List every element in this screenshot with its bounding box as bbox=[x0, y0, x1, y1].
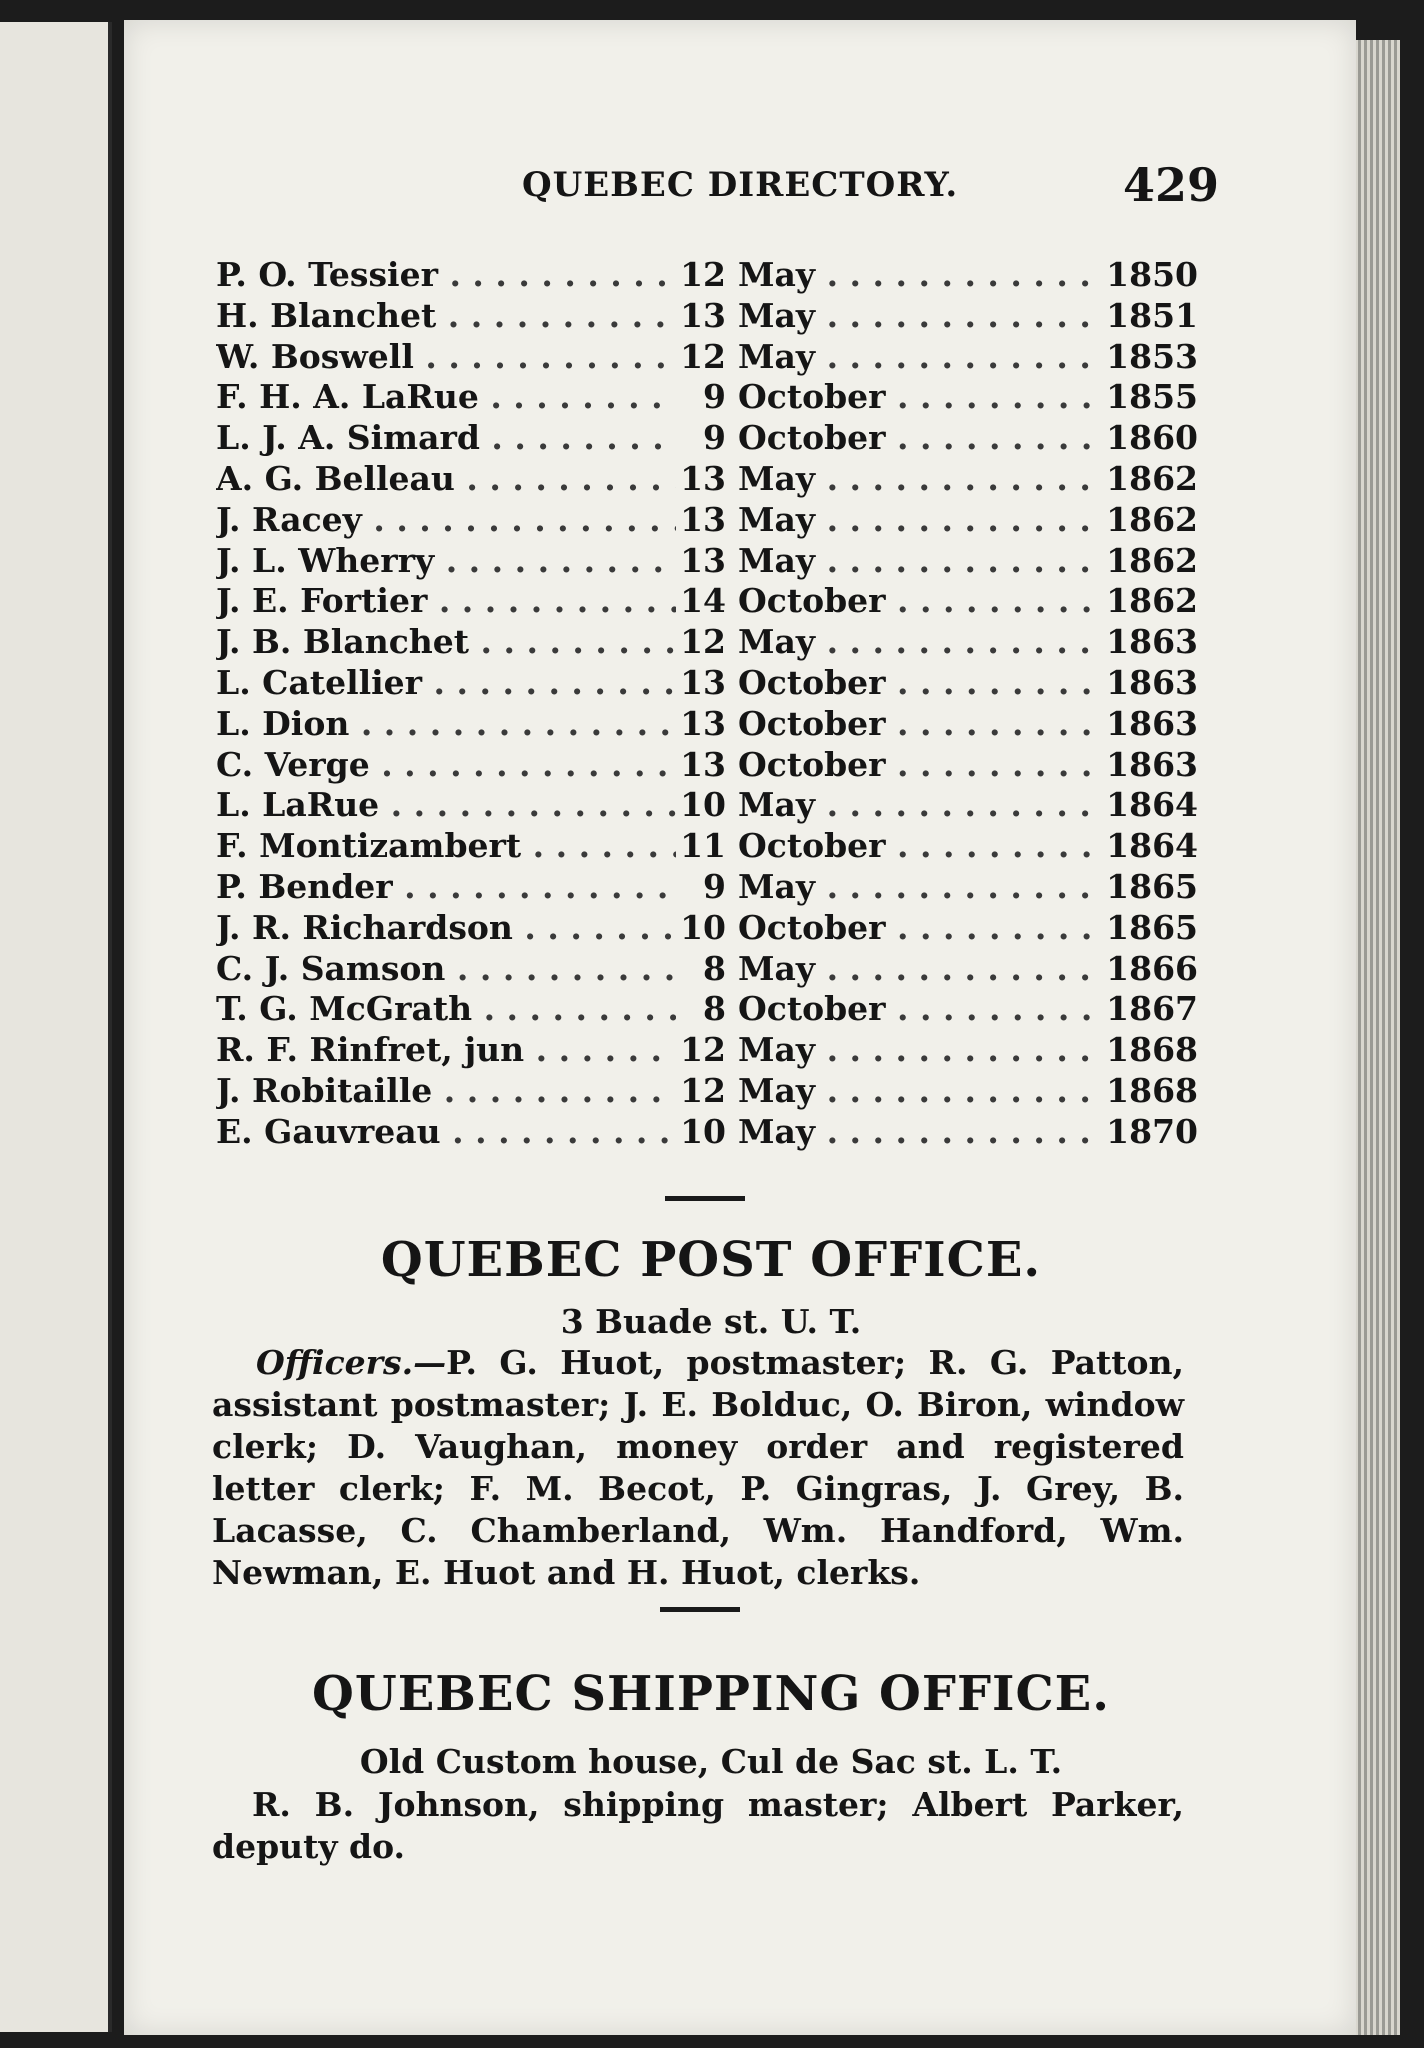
list-item bbox=[216, 541, 1206, 582]
page-header bbox=[397, 150, 1219, 220]
entry-year: 1853 bbox=[1106, 336, 1198, 376]
entry-day: 8 bbox=[703, 989, 726, 1029]
entry-year: 1867 bbox=[1106, 989, 1198, 1029]
entry-month: October . . . bbox=[738, 908, 1098, 947]
entry-year: 1850 bbox=[1106, 255, 1198, 294]
shipping-office-paragraph bbox=[212, 1784, 1184, 1868]
entry-year: 1866 bbox=[1106, 948, 1198, 988]
entry-month: October . . . bbox=[738, 826, 1098, 865]
page-number: 429 bbox=[1122, 158, 1219, 212]
entry-month: October . . . bbox=[738, 989, 1098, 1028]
entry-name: F. H. A. LaRue . . . bbox=[216, 377, 676, 416]
entry-year: 1863 bbox=[1106, 744, 1198, 784]
entry-month: May . . . bbox=[738, 1071, 1098, 1110]
entry-month: May . . . bbox=[738, 949, 1098, 988]
post-office-address: 3 Buade st. U. T. bbox=[560, 1302, 862, 1341]
entry-month: May . . . bbox=[738, 785, 1098, 824]
entry-name: J. L. Wherry . . . bbox=[216, 541, 676, 580]
entry-name: C. J. Samson . . . bbox=[216, 949, 676, 988]
previous-page-edge bbox=[0, 22, 112, 2032]
entry-name: W. Boswell . . . bbox=[216, 337, 676, 376]
entry-name: L. Dion . . . bbox=[216, 704, 676, 743]
entry-month: May . . . bbox=[738, 622, 1098, 661]
entry-year: 1855 bbox=[1106, 377, 1198, 417]
shipping-office-officers: R. B. Johnson, shipping master; Albert Parker, deputy do. bbox=[212, 1785, 1184, 1866]
entry-year: 1868 bbox=[1106, 1070, 1198, 1110]
entry-day: 9 bbox=[703, 866, 726, 906]
entry-year: 1860 bbox=[1106, 418, 1198, 458]
list-item bbox=[216, 663, 1206, 704]
entry-day: 12 bbox=[680, 622, 726, 662]
entry-day: 10 bbox=[680, 907, 726, 947]
entry-month: May . . . bbox=[738, 1112, 1098, 1151]
running-title: QUEBEC DIRECTORY. bbox=[522, 165, 959, 205]
entry-day: 12 bbox=[680, 336, 726, 376]
entry-year: 1868 bbox=[1106, 1030, 1198, 1070]
entry-day: 13 bbox=[680, 662, 726, 702]
entry-day: 14 bbox=[680, 581, 726, 621]
entry-name: J. R. Richardson . . . bbox=[216, 908, 676, 947]
entry-name: R. F. Rinfret, jun . . . bbox=[216, 1030, 676, 1069]
list-item bbox=[216, 1112, 1206, 1153]
entry-month: October . . . bbox=[738, 418, 1098, 457]
entry-day: 13 bbox=[680, 703, 726, 743]
entry-year: 1862 bbox=[1106, 499, 1198, 539]
list-item bbox=[216, 826, 1206, 867]
entry-month: May . . . bbox=[738, 500, 1098, 539]
entry-name: H. Blanchet . . . bbox=[216, 296, 676, 335]
list-item bbox=[216, 459, 1206, 500]
post-office-officers: P. G. Huot, postmaster; R. G. Patton, assistant postmaster; J. E. Bolduc, O. Biron, window clerk; D. Vaughan, money order and registered letter clerk; F. M. Becot, P. Gingras, J. Grey, B. Lacasse, C. Chamberland, Wm. Handford, Wm. Newman, E. Huot and H. Huot, clerks. bbox=[212, 1343, 1184, 1592]
entry-day: 11 bbox=[680, 826, 726, 866]
list-item bbox=[216, 377, 1206, 418]
entry-month: October . . . bbox=[738, 745, 1098, 784]
entry-year: 1864 bbox=[1106, 785, 1198, 825]
shipping-office-title: QUEBEC SHIPPING OFFICE. bbox=[312, 1666, 1110, 1722]
entry-month: May . . . bbox=[738, 1030, 1098, 1069]
entry-year: 1865 bbox=[1106, 866, 1198, 906]
entry-month: May . . . bbox=[738, 296, 1098, 335]
entry-year: 1851 bbox=[1106, 295, 1198, 335]
entry-day: 8 bbox=[703, 948, 726, 988]
list-item bbox=[216, 622, 1206, 663]
entry-day: 13 bbox=[680, 499, 726, 539]
entry-year: 1862 bbox=[1106, 458, 1198, 498]
list-item bbox=[216, 704, 1206, 745]
list-item bbox=[216, 745, 1206, 786]
entry-name: L. J. A. Simard . . . bbox=[216, 418, 676, 457]
post-office-paragraph bbox=[212, 1342, 1184, 1594]
entry-year: 1863 bbox=[1106, 662, 1198, 702]
entry-name: C. Verge . . . bbox=[216, 745, 676, 784]
entry-day: 10 bbox=[680, 785, 726, 825]
entry-month: October . . . bbox=[738, 581, 1098, 620]
entry-name: L. LaRue . . . bbox=[216, 785, 676, 824]
entry-month: October . . . bbox=[738, 663, 1098, 702]
entry-day: 12 bbox=[680, 1070, 726, 1110]
entry-year: 1864 bbox=[1106, 826, 1198, 866]
list-item bbox=[216, 337, 1206, 378]
entry-year: 1870 bbox=[1106, 1111, 1198, 1151]
entry-name: F. Montizambert . . . bbox=[216, 826, 676, 865]
entry-year: 1862 bbox=[1106, 540, 1198, 580]
entry-month: October . . . bbox=[738, 377, 1098, 416]
entry-year: 1862 bbox=[1106, 581, 1198, 621]
list-item bbox=[216, 785, 1206, 826]
entry-day: 12 bbox=[680, 1030, 726, 1070]
entry-name: E. Gauvreau . . . bbox=[216, 1112, 676, 1151]
entry-month: May . . . bbox=[738, 459, 1098, 498]
entry-name: T. G. McGrath . . . bbox=[216, 989, 676, 1028]
entry-year: 1863 bbox=[1106, 622, 1198, 662]
list-item bbox=[216, 581, 1206, 622]
section-divider bbox=[665, 1196, 745, 1201]
entry-day: 13 bbox=[680, 295, 726, 335]
entry-name: J. E. Fortier . . . bbox=[216, 581, 676, 620]
entry-day: 9 bbox=[703, 418, 726, 458]
entry-month: October . . . bbox=[738, 704, 1098, 743]
shipping-office-address: Old Custom house, Cul de Sac st. L. T. bbox=[359, 1742, 1063, 1781]
list-item bbox=[216, 989, 1206, 1030]
post-office-title: QUEBEC POST OFFICE. bbox=[380, 1232, 1042, 1288]
officer-list bbox=[216, 255, 1206, 1153]
entry-day: 13 bbox=[680, 458, 726, 498]
list-item bbox=[216, 296, 1206, 337]
entry-day: 12 bbox=[680, 255, 726, 294]
list-item bbox=[216, 1030, 1206, 1071]
officers-intro: Officers.— bbox=[256, 1343, 447, 1382]
entry-month: May . . . bbox=[738, 337, 1098, 376]
list-item bbox=[216, 949, 1206, 990]
entry-name: J. B. Blanchet . . . bbox=[216, 622, 676, 661]
list-item bbox=[216, 908, 1206, 949]
entry-year: 1865 bbox=[1106, 907, 1198, 947]
entry-name: A. G. Belleau . . . bbox=[216, 459, 676, 498]
section-divider bbox=[660, 1607, 740, 1612]
entry-name: J. Racey . . . bbox=[216, 500, 676, 539]
list-item bbox=[216, 255, 1206, 296]
list-item bbox=[216, 418, 1206, 459]
entry-name: P. Bender . . . bbox=[216, 867, 676, 906]
entry-name: J. Robitaille . . . bbox=[216, 1071, 676, 1110]
list-item bbox=[216, 500, 1206, 541]
entry-day: 10 bbox=[680, 1111, 726, 1151]
entry-day: 13 bbox=[680, 540, 726, 580]
entry-month: May . . . bbox=[738, 867, 1098, 906]
list-item bbox=[216, 867, 1206, 908]
entry-month: May . . . bbox=[738, 541, 1098, 580]
entry-day: 9 bbox=[703, 377, 726, 417]
entry-month: May . . . bbox=[738, 255, 1098, 294]
entry-year: 1863 bbox=[1106, 703, 1198, 743]
list-item bbox=[216, 1071, 1206, 1112]
entry-day: 13 bbox=[680, 744, 726, 784]
entry-name: P. O. Tessier . . . bbox=[216, 255, 676, 294]
entry-name: L. Catellier . . . bbox=[216, 663, 676, 702]
